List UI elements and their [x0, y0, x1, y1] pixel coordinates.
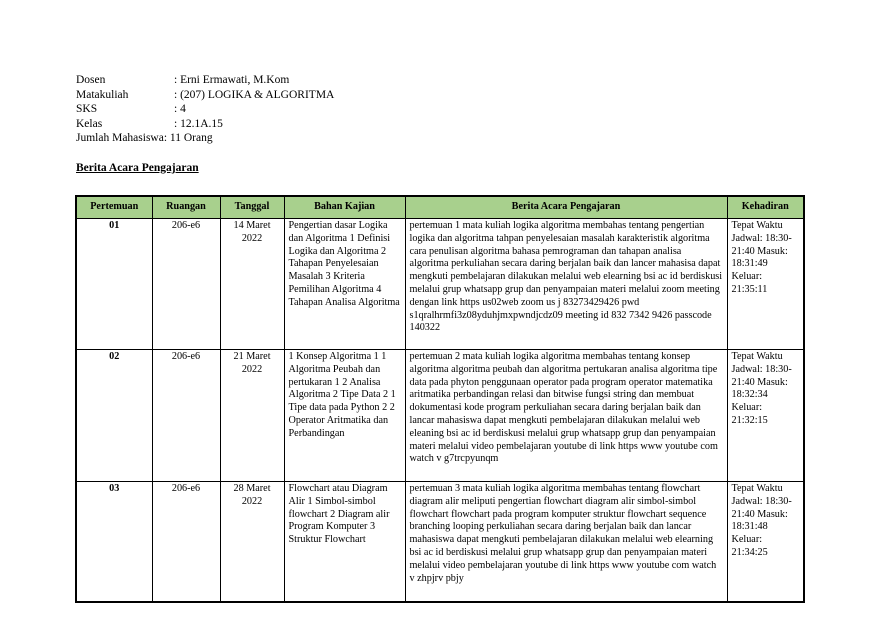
tanggal-cell: 14 Maret 2022 [220, 219, 284, 350]
berita-acara-table [75, 195, 805, 603]
table-row [76, 219, 804, 350]
table-row [76, 350, 804, 482]
bahan-kajian-cell: Flowchart atau Diagram Alir 1 Simbol-simbol flowchart 2 Diagram alir Program Komputer 3 Struktur Flowchart [284, 482, 405, 602]
column-header-berita-acara: Berita Acara Pengajaran [405, 196, 727, 219]
ruangan-cell: 206-e6 [152, 482, 220, 602]
column-header-pertemuan: Pertemuan [76, 196, 152, 219]
jumlah-mahasiswa-label: Jumlah Mahasiswa [76, 132, 164, 145]
sks-label: SKS [76, 103, 98, 116]
kehadiran-cell: Tepat Waktu Jadwal: 18:30-21:40 Masuk: 18:31:48 Keluar: 21:34:25 [727, 482, 804, 602]
ruangan-cell: 206-e6 [152, 350, 220, 482]
table-header-row [76, 196, 804, 219]
kehadiran-cell: Tepat Waktu Jadwal: 18:30-21:40 Masuk: 18:32:34 Keluar: 21:32:15 [727, 350, 804, 482]
tanggal-cell: 21 Maret 2022 [220, 350, 284, 482]
column-header-tanggal: Tanggal [220, 196, 284, 219]
jumlah-mahasiswa-value: : 11 Orang [163, 132, 213, 145]
bahan-kajian-cell: 1 Konsep Algoritma 1 1 Algoritma Peubah dan pertukaran 1 2 Analisa Algoritma 2 Tipe Data 2 1 Tipe data pada Python 2 2 Operator Aritmatika dan Perbandingan [284, 350, 405, 482]
dosen-value: : Erni Ermawati, M.Kom [174, 74, 290, 86]
berita-acara-cell: pertemuan 1 mata kuliah logika algoritma membahas tentang pengertian logika dan algoritma tahpan penyelesaian masalah karakteristik algoritma cara penulisan algoritma bahasa pemrograman dan tahapan analisa algoritma perkuliahan secara daring berjalan baik dan lancer mahasisa dapat mengkuti pembelajaran dilakukan melalui web elearning bsi ac id berdiskusi melalui grup whatsapp grup dan penyampaian materi melalui zoom meeting dengan link https us02web zoom us j 83273429426 pwd s1qralhrmfi3z08yduhjmxpwndjcdz09 meeting id 832 7342 9426 passcode 140322 [405, 219, 727, 350]
pertemuan-cell: 03 [76, 482, 152, 602]
pertemuan-cell: 02 [76, 350, 152, 482]
matakuliah-label: Matakuliah [76, 88, 129, 101]
bahan-kajian-cell: Pengertian dasar Logika dan Algoritma 1 Definisi Logika dan Algoritma 2 Tahapan Penyelesaian Masalah 3 Kriteria Pemilihan Algoritma 4 Tahapan Analisa Algoritma [284, 219, 405, 350]
matakuliah-row [76, 88, 334, 103]
tanggal-cell: 28 Maret 2022 [220, 482, 284, 602]
section-title: Berita Acara Pengajaran [76, 162, 199, 174]
pertemuan-cell: 01 [76, 219, 152, 350]
ruangan-cell: 206-e6 [152, 219, 220, 350]
document-header [76, 73, 334, 146]
column-header-ruangan: Ruangan [152, 196, 220, 219]
berita-acara-cell: pertemuan 3 mata kuliah logika algoritma membahas tentang flowchart diagram alir meliputi pengertian flowchart diagram alir simbol-simbol flowchart flowchart pada program komputer struktur flowchart sequence branching looping perkuliahan secara daring berjalan baik dan lancar mahasiswa dapat mengkuti pembelajaran dilakukan melalui web elearning bsi ac id berdiskusi melalui grup whatsapp grup dan penyampaian materi melalui video pembelajaran youtube di link https www youtube com watch v zhpjrv pbjy [405, 482, 727, 602]
matakuliah-value: : (207) LOGIKA & ALGORITMA [174, 88, 335, 101]
kelas-label: Kelas [76, 117, 103, 130]
dosen-label: Dosen [76, 74, 106, 86]
column-header-kehadiran: Kehadiran [727, 196, 804, 219]
kehadiran-cell: Tepat Waktu Jadwal: 18:30-21:40 Masuk: 18:31:49 Keluar: 21:35:11 [727, 219, 804, 350]
sks-row [76, 102, 334, 117]
sks-value: : 4 [174, 103, 186, 116]
table-row [76, 482, 804, 602]
column-header-bahan-kajian: Bahan Kajian [284, 196, 405, 219]
berita-acara-cell: pertemuan 2 mata kuliah logika algoritma membahas tentang konsep algoritma algoritma peubah dan algoritma pertukaran analisa algoritma tipe data pada phyton penggunaan operator pada program operator matematika aritmatika perbandingan relasi dan bitwise fungsi string dan membuat dokumentasi kode program perkuliahan secara daring berjalan baik dan lancar mahasiswa dapat mengkuti pembelajaran dilakukan melalui web eleaning bsi ac id berdiskusi melalui grup whatsapp grup dan penyampaian materi melalui video pembelajaran youtube di link https www youtube com watch v g7trcpyunqm [405, 350, 727, 482]
dosen-row [76, 73, 334, 88]
jumlah-mahasiswa-row [76, 131, 334, 146]
kelas-row [76, 117, 334, 132]
kelas-value: : 12.1A.15 [174, 117, 223, 130]
